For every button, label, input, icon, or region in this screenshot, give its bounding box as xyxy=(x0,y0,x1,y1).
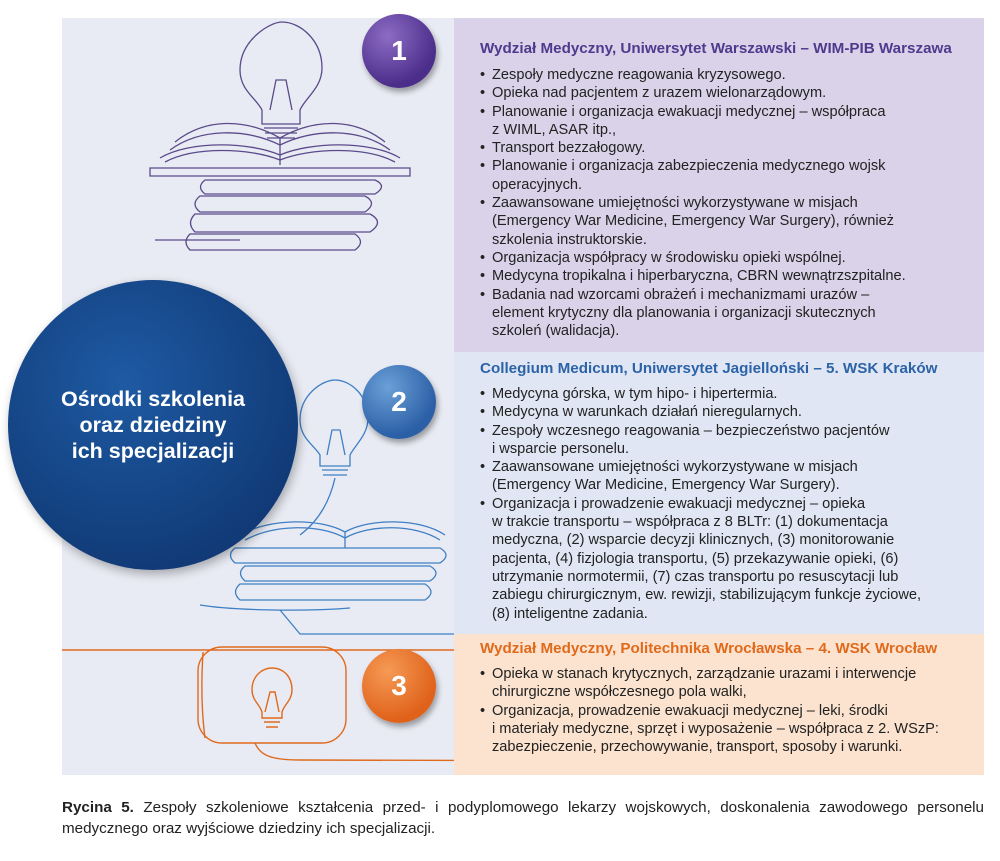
section-items xyxy=(480,665,939,756)
list-item: • Planowanie i organizacja ewakuacji medycznej – współpraca z WIML, ASAR itp., xyxy=(480,103,906,140)
section-panel-2 xyxy=(454,352,984,634)
list-item: • Organizacja, prowadzenie ewakuacji medycznej – leki, środki i materiały medyczne, sprzęt i wyposażenie – współpraca z 2. WSzP: zabezpieczenie, przechowywanie, transport, sposoby i warunki. xyxy=(480,702,939,757)
list-item: • Organizacja i prowadzenie ewakuacji medycznej – opieka w trakcie transportu – współpraca z 8 BLTr: (1) dokumentacja medyczna, (2) wsparcie decyzji klinicznych, (3) monitorowanie pacjenta, (4) fizjologia transportu, (5) przekazywanie opieki, (6) utrzymanie normotermii, (7) czas transportu po resuscytacji lub zabiegu chirurgicznym, ew. rewizji, stabilizującym funkcje życiowe, (8) inteligentne zadania. xyxy=(480,495,921,623)
central-circle xyxy=(8,280,298,570)
list-item: • Medycyna w warunkach działań nieregularnych. xyxy=(480,403,921,421)
central-label: Ośrodki szkolenia oraz dziedziny ich specjalizacji xyxy=(60,387,245,463)
section-title: Wydział Medyczny, Politechnika Wrocławska – 4. WSK Wrocław xyxy=(480,640,938,657)
section-title: Collegium Medicum, Uniwersytet Jagielloński – 5. WSK Kraków xyxy=(480,360,938,377)
figure-caption xyxy=(62,797,984,839)
section-number-badge: 3 xyxy=(362,649,436,723)
list-item: • Transport bezzałogowy. xyxy=(480,139,906,157)
list-item: • Zaawansowane umiejętności wykorzystywane w misjach (Emergency War Medicine, Emergency War Surgery). xyxy=(480,458,921,495)
list-item: • Planowanie i organizacja zabezpieczenia medycznego wojsk operacyjnych. xyxy=(480,157,906,194)
section-panel-3 xyxy=(454,634,984,775)
section-number-badge: 1 xyxy=(362,14,436,88)
section-number-badge: 2 xyxy=(362,365,436,439)
list-item: • Zespoły wczesnego reagowania – bezpieczeństwo pacjentów i wsparcie personelu. xyxy=(480,422,921,459)
list-item: • Zespoły medyczne reagowania kryzysowego. xyxy=(480,66,906,84)
section-items xyxy=(480,66,906,340)
caption-label: Rycina 5. xyxy=(62,799,134,816)
list-item: • Zaawansowane umiejętności wykorzystywane w misjach (Emergency War Medicine, Emergency War Surgery), również szkolenia instruktorskie. xyxy=(480,194,906,249)
section-items xyxy=(480,385,921,623)
list-item: • Organizacja współpracy w środowisku opieki wspólnej. xyxy=(480,249,906,267)
list-item: • Badania nad wzorcami obrażeń i mechanizmami urazów – element krytyczny dla planowania i organizacji skutecznych szkoleń (walidacja). xyxy=(480,286,906,341)
section-panel-1 xyxy=(454,18,984,352)
section-title: Wydział Medyczny, Uniwersytet Warszawski – WIM-PIB Warszawa xyxy=(480,40,952,57)
caption-text: Zespoły szkoleniowe kształcenia przed- i podyplomowego lekarzy wojskowych, doskonalenia zawodowego personelu medycznego oraz wyjściowe dziedziny ich specjalizacji. xyxy=(62,799,984,837)
list-item: • Opieka nad pacjentem z urazem wielonarządowym. xyxy=(480,84,906,102)
list-item: • Medycyna górska, w tym hipo- i hipertermia. xyxy=(480,385,921,403)
list-item: • Medycyna tropikalna i hiperbaryczna, CBRN wewnątrzszpitalne. xyxy=(480,267,906,285)
list-item: • Opieka w stanach krytycznych, zarządzanie urazami i interwencje chirurgiczne współczesnego pola walki, xyxy=(480,665,939,702)
